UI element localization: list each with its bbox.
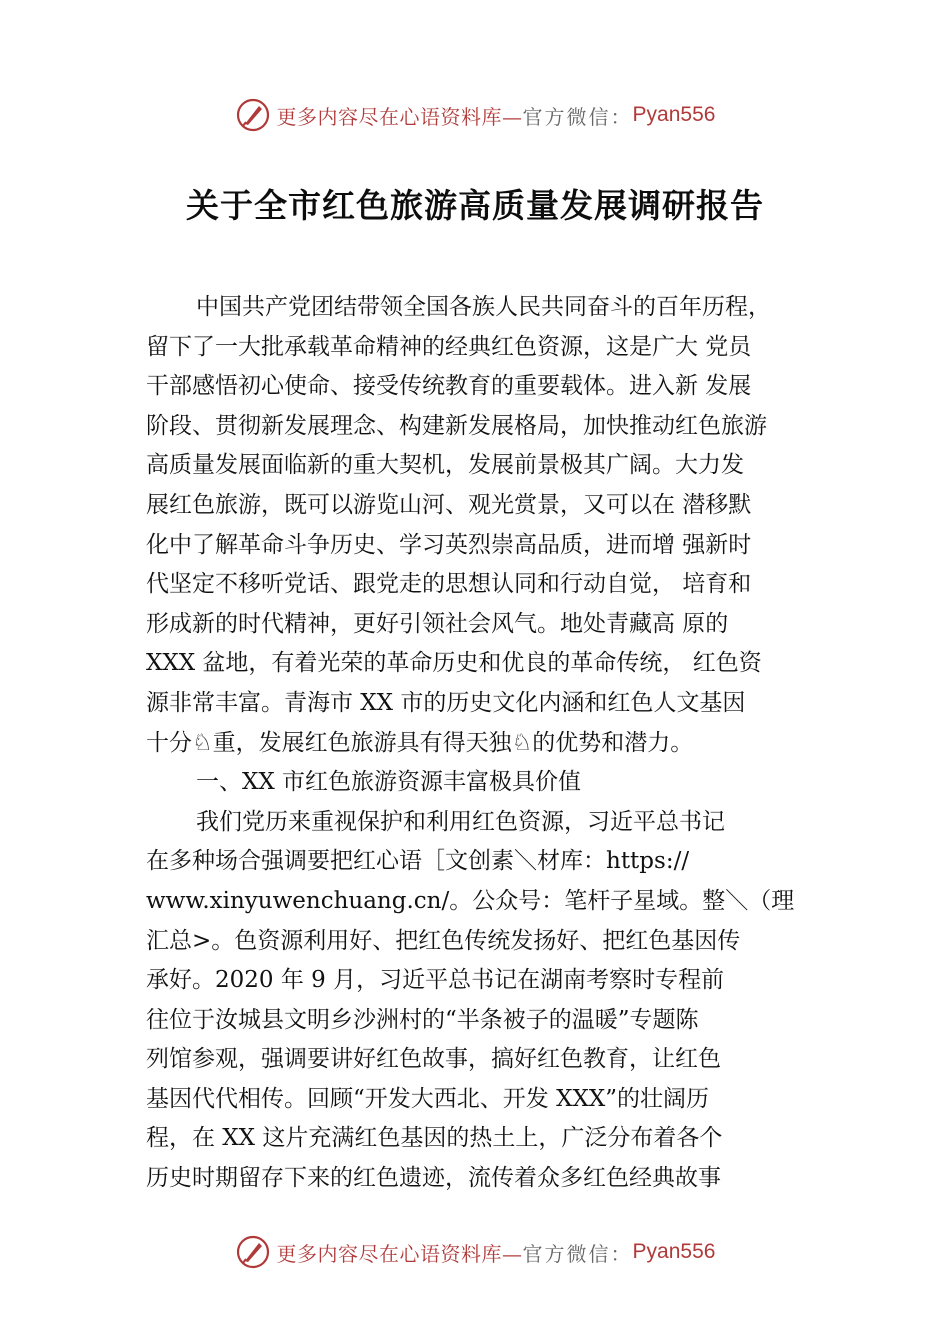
body-line: 基因代代相传。回顾“开发大西北、开发 XXX”的壮阔历	[146, 1085, 709, 1112]
quill-logo-icon	[235, 1234, 271, 1270]
body-line: 阶段、贯彻新发展理念、构建新发展格局，加快推动红色旅游	[146, 412, 767, 439]
body-line: 源非常丰富。青海市 XX 市的历史文化内涵和红色人文基因	[146, 689, 746, 716]
banner-text: 更多内容尽在心语资料库—	[276, 1241, 523, 1266]
banner-wechat-label: 官方微信：	[522, 1241, 633, 1266]
body-line: XXX 盆地，有着光荣的革命历史和优良的革命传统， 红色资	[146, 650, 762, 677]
body-line: 展红色旅游，既可以游览山河、观光赏景，又可以在 潜移默	[146, 491, 752, 518]
banner-wechat-id: Pyan556	[632, 1240, 716, 1263]
body-line: 代坚定不移听党话、跟党走的思想认同和行动自觉， 培育和	[146, 571, 752, 598]
body-line: 干部感悟初心使命、接受传统教育的重要载体。进入新 发展	[146, 373, 752, 400]
body-line: 形成新的时代精神，更好引领社会风气。地处青藏高 原的	[146, 610, 729, 637]
body-line: 高质量发展面临新的重大契机，发展前景极其广阔。大力发	[146, 452, 744, 479]
body-line: 十分♘重，发展红色旅游具有得天独♘的优势和潜力。	[146, 729, 694, 756]
footer-watermark-banner	[0, 1232, 950, 1272]
document-body	[146, 288, 850, 1199]
body-line: 留下了一大批承载革命精神的经典红色资源，这是广大 党员	[146, 333, 752, 360]
body-line: 在多种场合强调要把红心语［文创素＼材库：https://	[146, 848, 690, 875]
body-line: 中国共产党团结带领全国各族人民共同奋斗的百年历程，	[196, 294, 771, 320]
body-line: 列馆参观，强调要讲好红色故事，搞好红色教育，让红色	[146, 1046, 721, 1073]
body-line: 程，在 XX 这片充满红色基因的热土上，广泛分布着各个	[146, 1125, 723, 1152]
body-line: 化中了解革命斗争历史、学习英烈崇高品质，进而增 强新时	[146, 531, 752, 558]
body-line: 往位于汝城县文明乡沙洲村的“半条被子的温暖”专题陈	[146, 1006, 699, 1033]
quill-logo-icon	[235, 97, 271, 133]
banner-wechat-id: Pyan556	[632, 103, 716, 126]
banner-wechat-label: 官方微信：	[522, 104, 633, 129]
body-line: 历史时期留存下来的红色遗迹，流传着众多红色经典故事	[146, 1165, 721, 1192]
section-heading: 一、XX 市红色旅游资源丰富极具价值	[196, 769, 582, 796]
body-line: 汇总>。色资源利用好、把红色传统发扬好、把红色基因传	[146, 927, 741, 954]
document-title: 关于全市红色旅游高质量发展调研报告	[186, 186, 764, 225]
banner-text: 更多内容尽在心语资料库—	[276, 104, 523, 129]
body-line: 我们党历来重视保护和利用红色资源，习近平总书记	[196, 808, 725, 835]
header-watermark-banner	[0, 95, 950, 135]
body-line: www.xinyuwenchuang.cn/。公众号：笔杆子星域。整＼（理	[146, 887, 795, 914]
body-line: 承好。2020 年 9 月，习近平总书记在湖南考察时专程前	[146, 967, 725, 994]
